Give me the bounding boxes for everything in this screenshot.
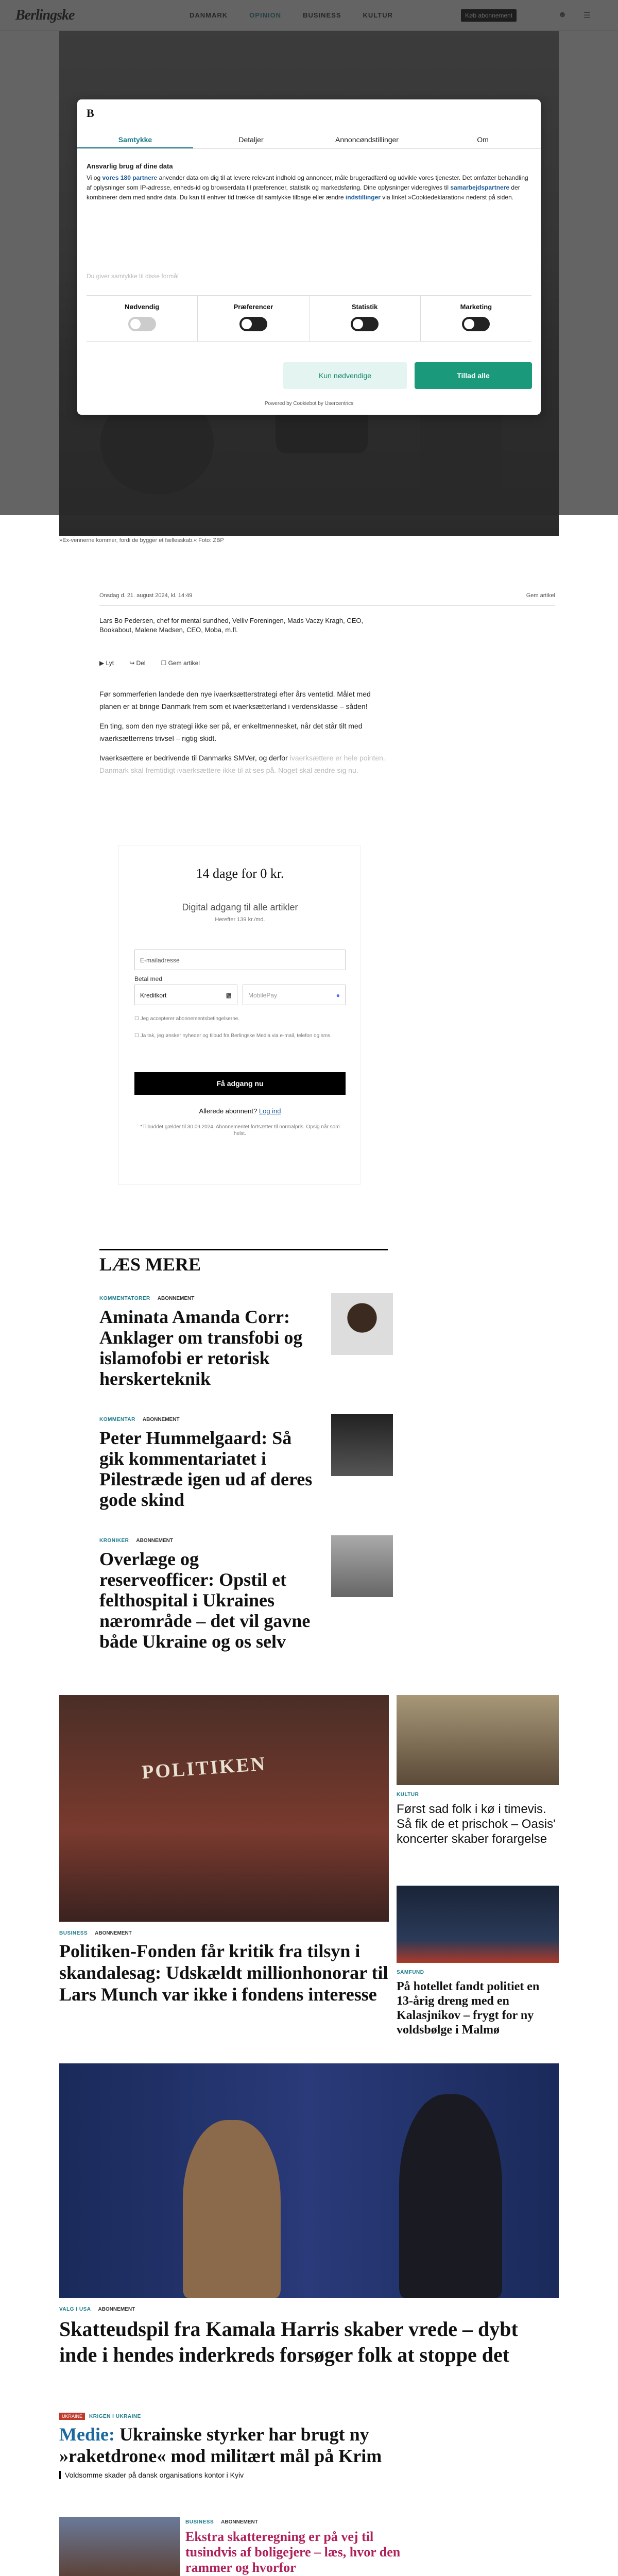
terms-checkbox[interactable]: ☐ Jeg accepterer abonnementsbetingelserne. [134,1016,240,1022]
news-card[interactable] [397,1886,559,2037]
mobilepay-icon: ● [336,992,340,999]
consent-text [87,161,531,202]
subscription-tag: ABONNEMENT [95,1930,132,1936]
indstillinger-link[interactable]: indstillinger [345,194,381,201]
consent-heading: Ansvarlig brug af dine data [87,162,173,170]
statistics-switch[interactable] [351,317,379,331]
toggle-label: Nødvendig [125,303,160,311]
partners-link[interactable]: vores 180 partnere [102,174,158,181]
share-label: Del [136,659,146,667]
consent-faded-text: Du giver samtykke til disse formål [87,273,179,280]
article-image [59,1695,389,1922]
toggle-label: Statistik [351,303,378,311]
marketing-switch[interactable] [462,317,490,331]
tab-om[interactable]: Om [477,135,489,144]
author-photo [331,1535,393,1597]
samarbejdspartnere-link[interactable]: samarbejdspartnere [450,184,510,191]
payment-label: Betal med [134,975,163,982]
consent-dialog [77,99,541,415]
dialog-logo: B [87,107,94,120]
get-access-button[interactable]: Få adgang nu [134,1072,346,1095]
card-title[interactable]: På hotellet fandt politiet en 13-årig dreng med en Kalasjnikov – frygt for ny voldsbølge i Malmø [397,1980,540,2037]
consent-text-part: Vi og [87,174,101,181]
related-title[interactable]: Aminata Amanda Corr: Anklager om transfobi og islamofobi er retorisk herskerteknik [99,1307,303,1389]
read-more-heading: LÆS MERE [99,1249,388,1275]
article-meta [99,592,555,606]
related-article[interactable] [99,1293,403,1389]
author-photo [331,1293,393,1355]
toggle-preferences [198,296,309,341]
article-authors: Lars Bo Pedersen, chef for mental sundhed, Velliv Foreningen, Mads Vaczy Kragh, CEO, Bookabout, Malene Madsen, CEO, Moba, m.fl. [99,617,364,634]
toggle-label: Marketing [460,303,492,311]
news-card[interactable] [397,1695,559,1846]
hero-caption: »Ex-vennerne kommer, fordi de bygger et fællesskab.« Foto: ZBP [59,537,224,544]
subscription-tag: ABONNEMENT [157,1296,195,1301]
bookmark-label: Gem artikel [168,659,200,667]
toggle-marketing [421,296,531,341]
title-highlight: Medie: [59,2424,115,2445]
bookmark-button[interactable]: ☐ Gem artikel [161,659,200,667]
consent-tabs [77,130,541,149]
card-label: Kreditkort [140,992,167,999]
card-title[interactable]: Først sad folk i kø i timevis. Så fik de et prischok – Oasis' koncerter skaber forargelse [397,1802,556,1846]
building-sign: POLITIKEN [141,1753,267,1784]
article-image [397,1886,559,1963]
news-card[interactable] [59,2063,559,2368]
terms-label: Jeg accepterer abonnementsbetingelserne. [140,1016,240,1022]
category-tag: VALG I USA [59,2307,91,2312]
subscription-tag: ABONNEMENT [142,1417,180,1422]
login-question: Allerede abonnent? [199,1107,258,1115]
tab-annonce[interactable]: Annoncøndstillinger [335,135,399,144]
related-article[interactable] [99,1414,403,1510]
subscription-tag: ABONNEMENT [136,1538,174,1544]
article-lead [99,688,388,784]
category-tag: BUSINESS [185,2519,214,2525]
person-figure [183,2120,281,2298]
article-image [59,2063,559,2298]
mobilepay-label: MobilePay [248,992,278,999]
preferences-switch[interactable] [239,317,267,331]
live-badge: UKRAINE [59,2413,85,2420]
category-tag: SAMFUND [397,1970,424,1975]
article-image [59,2517,180,2576]
news-card[interactable] [59,1695,389,2005]
article-paragraph [99,752,388,776]
card-subnote[interactable]: Voldsomme skader på dansk organisations kontor i Kyiv [59,2471,523,2479]
email-field[interactable]: E-mailadresse [134,950,346,970]
consent-toggles [87,295,531,342]
related-article[interactable] [99,1535,403,1652]
consent-text-part: via linket »Cookiedeklaration« nederst på siden. [382,194,514,201]
card-title[interactable]: Skatteudspil fra Kamala Harris skaber vrede – dybt inde i hendes inderkreds forsøger folk at stoppe det [59,2317,518,2366]
toggle-statistics [310,296,421,341]
article-paragraph: En ting, som den nye strategi ikke ser på, er enkeltmennesket, når det står tilt med ivaerksætterrens trivsel – rigtig skidt. [99,722,363,742]
author-photo [331,1414,393,1476]
article-paragraph: Før sommerferien landede den nye ivaerksætterstrategi efter års ventetid. Målet med planen er at bringe Danmark frem som et ivaerksætterland i verdensklasse – såden! [99,690,371,710]
paywall-box [118,845,360,1185]
necessary-only-button[interactable]: Kun nødvendige [283,362,407,389]
login-link[interactable]: Log ind [259,1107,281,1115]
necessary-switch [128,317,156,331]
newsletter-checkbox[interactable]: ☐ Ja tak, jeg ønsker nyheder og tilbud fra Berlingske Media via e-mail, telefon og sms. [134,1033,332,1039]
subscription-tag: ABONNEMENT [221,2519,258,2525]
card-title[interactable]: Ekstra skatteregning er på vej til tusindvis af boligejere – læs, hvor den rammer og hvorfor [185,2529,401,2575]
toggle-label: Præferencer [233,303,273,311]
subscription-tag: ABONNEMENT [98,2307,135,2312]
category-tag: BUSINESS [59,1930,88,1936]
listen-label: Lyt [106,659,114,667]
consent-text-part: der kombinerer dem med andre data. Du kan til enhver tid trække dit samtykke tilbage eller ændre [87,184,520,201]
article-text: Ivaerksættere er bedrivende til Danmarks SMVer, og derfor [99,754,288,762]
login-prompt [119,1107,361,1115]
related-title[interactable]: Overlæge og reserveofficer: Opstil et felthospital i Ukraines nærområde – det vil gavne både Ukraine og os selv [99,1549,311,1652]
person-figure [399,2094,502,2298]
card-icon: ▩ [226,992,232,999]
article-image [397,1695,559,1785]
mobilepay-option[interactable] [243,985,346,1005]
publish-date: Onsdag d. 21. august 2024, kl. 14:49 [99,592,193,599]
tab-samtykke[interactable]: Samtykke [77,130,193,148]
cookiebot-credit[interactable]: Powered by Cookiebot by Usercentrics [264,401,354,406]
category-tag: KRONIKER [99,1538,129,1544]
category-tag: KOMMENTAR [99,1417,135,1422]
newsletter-label: Ja tak, jeg ønsker nyheder og tilbud fra Berlingske Media via e-mail, telefon og sms. [140,1033,332,1039]
credit-card-option[interactable] [134,985,237,1005]
category-tag: KOMMENTATORER [99,1296,150,1301]
consent-text-part: anvender data om dig til at levere relevant indhold og annoncer, måle brugeradfærd og udvikle vores tjenester. Det omfatter behandling af oplysninger som IP-adresse, enheds-id og browserdata til præferencer, statistik og markedsføring. Dine oplysninger videregives til [87,174,528,191]
card-title[interactable]: Politiken-Fonden får kritik fra tilsyn i skandalesag: Udskældt millionhonorar til Lars Munch var ikke i fondens interesse [59,1941,388,2005]
toggle-necessary [87,296,198,341]
paywall-title: 14 dage for 0 kr. [196,866,284,881]
paywall-price-note: Herefter 139 kr./md. [215,917,265,923]
share-button[interactable]: ↪ Del [129,659,146,667]
article-actions [99,659,200,667]
category-tag: KRIGEN I UKRAINE [89,2414,141,2419]
listen-button[interactable]: ▶ Lyt [99,659,114,667]
card-title[interactable]: Ukrainske styrker har brugt ny »raketdrone« mod militært mål på Krim [59,2424,382,2466]
save-article-link[interactable]: Gem artikel [526,592,555,599]
news-card[interactable] [59,2411,523,2479]
paywall-fineprint: *Tilbuddet gælder til 30.09.2024. Abonnementet fortsætter til normalpris. Opsig når som helst. [140,1124,340,1137]
faded-text: ivaerksættere er hele pointen. Danmark skal fremtidigt ivaerksættere ikke til at ses på. Noget skal ændre sig nu. [99,754,385,774]
tab-detaljer[interactable]: Detaljer [238,135,264,144]
allow-all-button[interactable]: Tillad alle [415,362,532,389]
related-title[interactable]: Peter Hummelgaard: Så gik kommentariatet i Pilestræde igen ud af deres gode skind [99,1428,313,1510]
category-tag: KULTUR [397,1792,419,1798]
paywall-subtitle: Digital adgang til alle artikler [182,902,298,912]
